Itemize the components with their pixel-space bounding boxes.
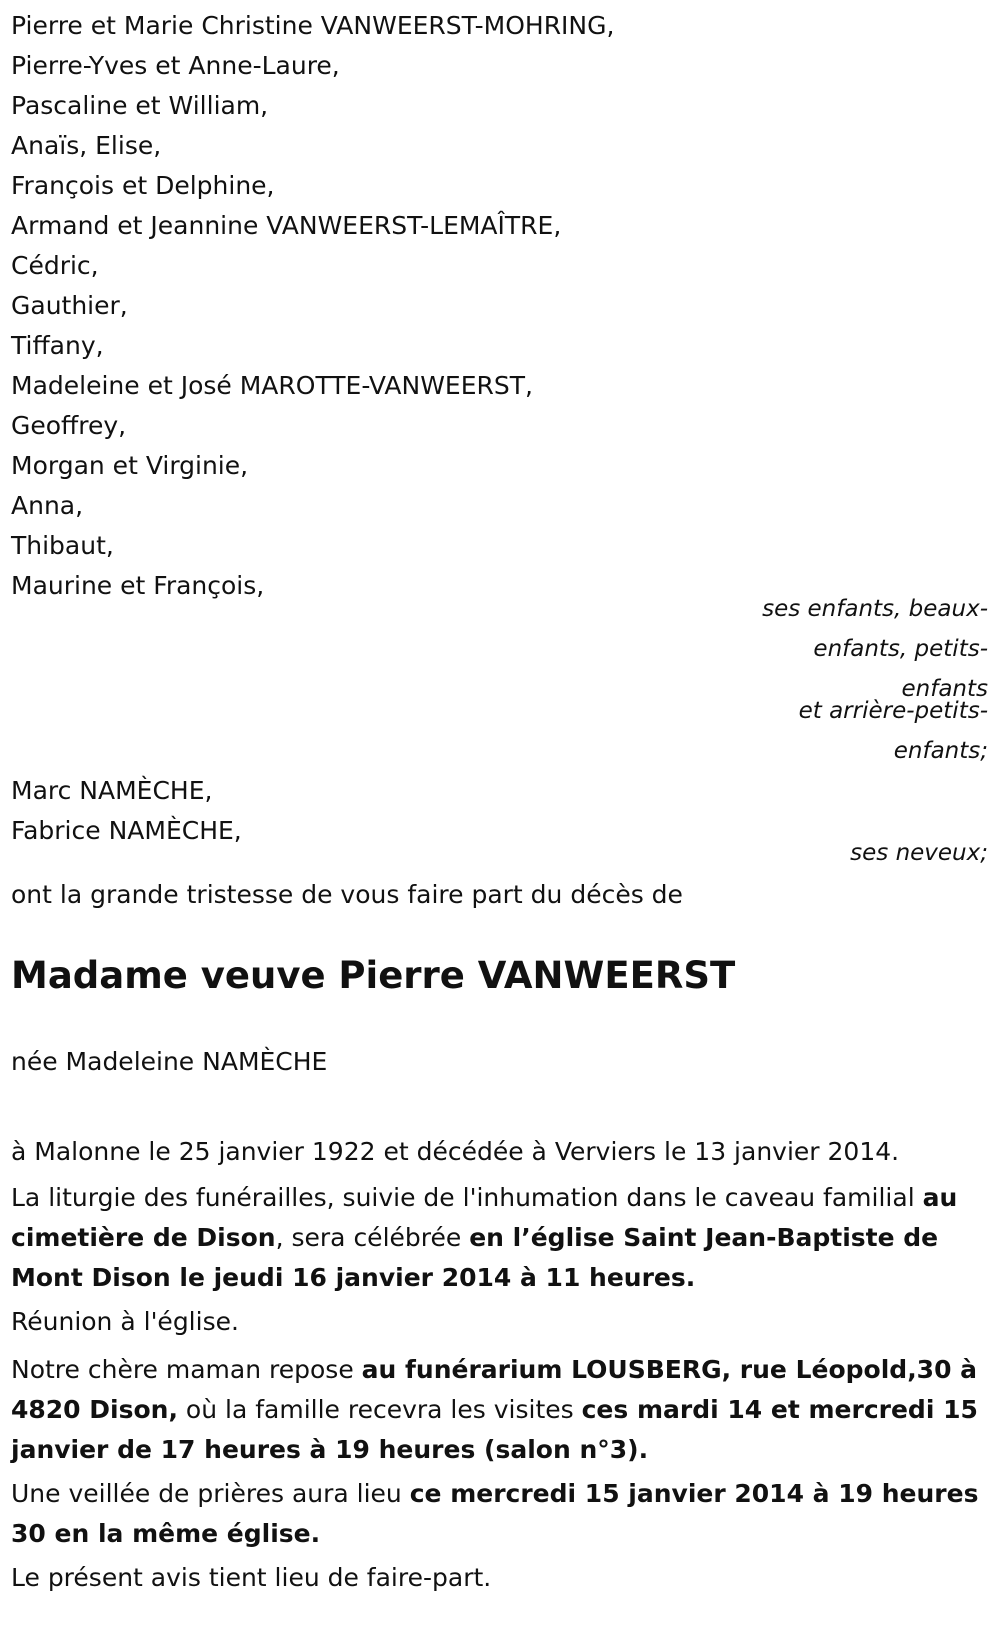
funeral-paragraph [11, 1178, 986, 1298]
family-name-line: Pierre et Marie Christine VANWEERST-MOHRING, [11, 11, 615, 40]
family-name-line: Marc NAMÈCHE, [11, 776, 213, 805]
funerarium-paragraph [11, 1350, 986, 1470]
relation-line: enfants, petits- [813, 636, 988, 662]
family-list-nephews [11, 771, 242, 851]
family-name-line: Tiffany, [11, 331, 104, 360]
funerarium-text: où la famille recevra les visites [177, 1395, 582, 1424]
relation-label-nephews: ses neveux; [850, 840, 988, 866]
vigil-datetime: ce mercredi 15 janvier 2014 à 19 heures 30 en la même église. [11, 1479, 979, 1548]
family-name-line: Madeleine et José MAROTTE-VANWEERST, [11, 371, 533, 400]
family-name-line: François et Delphine, [11, 171, 275, 200]
relation-label-great-grandchildren [799, 691, 988, 771]
family-name-line: Anna, [11, 491, 84, 520]
family-list-descendants [11, 6, 614, 606]
funeral-text: La liturgie des funérailles, suivie de l'inhumation dans le caveau familial [11, 1183, 923, 1212]
relation-line: et arrière-petits- [798, 698, 988, 724]
funeral-text: , sera célébrée [275, 1223, 470, 1252]
vigil-text: Une veillée de prières aura lieu [11, 1479, 410, 1508]
deceased-name: Madame veuve Pierre VANWEERST [11, 954, 736, 997]
funerarium-text: Notre chère maman repose [11, 1355, 362, 1384]
maiden-name: née Madeleine NAMÈCHE [11, 1047, 328, 1076]
cemetery-location: au cimetière de Dison [11, 1183, 958, 1252]
family-name-line: Thibaut, [11, 531, 114, 560]
relation-label-children [762, 589, 988, 707]
family-name-line: Fabrice NAMÈCHE, [11, 816, 242, 845]
birth-death-dates: à Malonne le 25 janvier 1922 et décédée à Verviers le 13 janvier 2014. [11, 1137, 900, 1166]
family-name-line: Armand et Jeannine VANWEERST-LEMAÎTRE, [11, 211, 562, 240]
family-name-line: Geoffrey, [11, 411, 127, 440]
family-name-line: Gauthier, [11, 291, 128, 320]
family-name-line: Maurine et François, [11, 571, 265, 600]
family-name-line: Morgan et Virginie, [11, 451, 249, 480]
announcement-intro: ont la grande tristesse de vous faire part du décès de [11, 880, 683, 909]
family-name-line: Pascaline et William, [11, 91, 269, 120]
family-name-line: Cédric, [11, 251, 99, 280]
relation-line: ses enfants, beaux- [762, 596, 988, 622]
vigil-paragraph [11, 1474, 986, 1554]
funerarium-address: au funérarium LOUSBERG, rue Léopold,30 à 4820 Dison, [11, 1355, 978, 1424]
family-name-line: Pierre-Yves et Anne-Laure, [11, 51, 340, 80]
relation-line: enfants [901, 676, 988, 702]
church-datetime: en l’église Saint Jean-Baptiste de Mont Dison le jeudi 16 janvier 2014 à 11 heures. [11, 1223, 939, 1292]
closing-note: Le présent avis tient lieu de faire-part. [11, 1563, 492, 1592]
family-name-line: Anaïs, Elise, [11, 131, 162, 160]
visiting-hours: ces mardi 14 et mercredi 15 janvier de 17 heures à 19 heures (salon n°3). [11, 1395, 978, 1464]
reunion-note: Réunion à l'église. [11, 1307, 239, 1336]
relation-line: enfants; [893, 738, 988, 764]
